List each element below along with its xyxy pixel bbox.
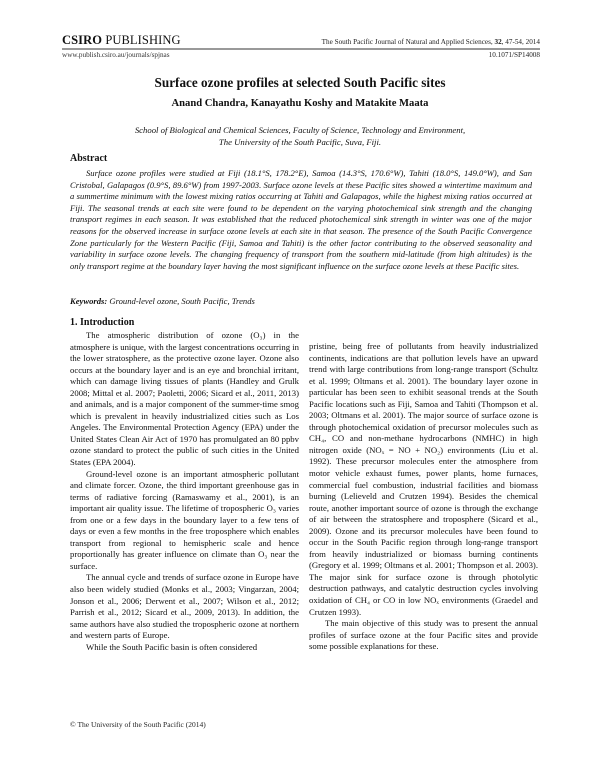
publisher-logo xyxy=(62,33,181,48)
paper-title: Surface ozone profiles at selected South Pacific sites xyxy=(154,75,446,90)
paragraph: The annual cycle and trends of surface ozone in Europe have also been widely studied (Monks et al., 2003; Vingarzan, 2004; Jonson et al., 2006; Derwent et al., 2007; Wilson et al., 2012; Parrish et al., 2012; Sicard et al., 2009, 2013). In addition, the same authors have also studied the tropospheric ozone at northern and western parts of Europe. xyxy=(70,572,299,641)
paragraph: pristine, being free of pollutants from heavily industrialized continents, indications are that pollution levels have an upward trend with large contributions from long-range transport (Schultz et al. 1999; Oltmans et al. 2001). The boundary layer ozone in particular has been seen to exhibit seasonal trends at the South Pacific locations such as Fiji, Samoa and Tahiti (Thompson et al. 2003; Oltmans et al. 2001). The major source of surface ozone is through photochemical oxidation of precursor molecules such as CH₄, CO and non-methane hydrocarbons (NMHC) in high nitrogen oxide (NOₓ = NO + NO₂) environments (Liu et al. 1992). These precursor molecules enter the atmosphere from motor vehicle exhaust fumes, power plants, home furnaces, commercial fuel combustion, industrial facilities and biomass burning (Lelieveld and Crutzen 1994). Besides the chemical route, another important source of ozone is through the exchange of air between the stratosphere and troposphere (Sicard et al., 2009). Ozone and its precursor molecules have been found to occur in the South Pacific region through long-range transport from heavily industrialized or biomass burning continents (Gregory et al. 1999; Oltmans et al. 2001; Thompson et al. 2003). The major sink for surface ozone is through photolytic destruction pathways, and catalytic destruction cycles involving oxidation of CH₄ or CO in low NOₓ environments (Graedel and Crutzen 1993). xyxy=(309,341,538,617)
abstract-heading: Abstract xyxy=(70,153,108,164)
affiliation-line-2: The University of the South Pacific, Suva, Fiji. xyxy=(218,137,382,147)
affiliation xyxy=(0,124,600,148)
paragraph: The atmospheric distribution of ozone (O₃) in the atmosphere is unique, with the largest concentrations occurring in the lower stratosphere, as the protective ozone layer. Ozone also occurs at the boundary layer and is an eye and bronchial irritant, which can damage living tissues of plants (Handley and Grulk 2008; Mittal et al. 2007; Paoletti, 2006; Sicard et al., 2011, 2013) and animals, and is a major component of the summer-time smog which is prevalent in heavily industrialized cities such as Los Angeles. The Environmental Protection Agency (EPA) under the United States Clean Air Act of 1970 has promulgated an 80 ppbv ozone standard to protect the public of such cities in the United States (EPA 2004). xyxy=(70,330,299,468)
affiliation-line-1: School of Biological and Chemical Sciences, Faculty of Science, Technology and Environment, xyxy=(134,125,466,135)
section-heading-introduction: 1. Introduction xyxy=(70,317,135,328)
journal-pages-year: , 47-54, 2014 xyxy=(501,38,540,46)
copyright-footer: © The University of the South Pacific (2014) xyxy=(70,720,206,729)
journal-volume: 32 xyxy=(494,38,502,46)
journal-name: The South Pacific Journal of Natural and Applied Sciences, xyxy=(321,38,495,46)
abstract-text: Surface ozone profiles were studied at Fiji (18.1°S, 178.2°E), Samoa (14.3°S, 170.6°W), Tahiti (18.0°S, 149.0°W), and San Cristobal, Galapagos (0.9°S, 89.6°W) from 1997-2003. Surface ozone levels at these Pacific sites showed a wintertime maximum and a summertime minimum with the lowest mixing ratios occurring at Tahiti and Galapagos, while the highest mixing ratios occurred at Fiji. The seasonal trends at each site were found to be dependent on the varying photochemical sink strength and the changing transport regimes in each season. It was established that the reduced photochemical sink strength in winter was one of the major reasons for the observed increase in surface ozone levels at each site in that season. The presence of the South Pacific Convergence Zone particularly for the Western Pacific (Fiji, Samoa and Tahiti) is the other factor contributing to the observed seasonality and variability in surface ozone levels. The changing frequency of transport from the southern mid-latitude (from high altitudes) is the only transport regime at the boundary layer having the most significant influence on the surface ozone levels at these Pacific sites. xyxy=(70,168,532,271)
body-column-left xyxy=(70,330,299,653)
journal-citation xyxy=(322,38,540,46)
body-column-right xyxy=(309,341,538,653)
paper-authors: Anand Chandra, Kanayathu Koshy and Matakite Maata xyxy=(171,98,429,109)
publisher-name-rest: PUBLISHING xyxy=(102,33,181,47)
paragraph: While the South Pacific basin is often considered xyxy=(86,641,258,652)
keywords-label: Keywords: xyxy=(70,296,108,306)
keywords xyxy=(70,296,255,306)
paragraph: The main objective of this study was to present the annual profiles of surface ozone at the four Pacific sites and provide some possible explanations for these. xyxy=(309,618,538,652)
doi[interactable]: 10.1071/SP14008 xyxy=(488,51,540,59)
journal-url[interactable]: www.publish.csiro.au/journals/spjnas xyxy=(62,51,170,59)
header-rule xyxy=(62,48,540,50)
publisher-name-bold: CSIRO xyxy=(62,33,103,47)
paragraph: Ground-level ozone is an important atmospheric pollutant and climate forcer. Ozone, the third important greenhouse gas in terms of radiative forcing (Ramaswamy et al., 2001), is an important air quality issue. The lifetime of tropospheric O₃ varies from one or a few days in the boundary layer to a few tens of days or even a few months in the free troposphere which enables transport from regional to hemispheric scale and hence proportionally has greater influence on climate than O₃ near the surface. xyxy=(70,468,299,571)
keywords-list: Ground-level ozone, South Pacific, Trends xyxy=(107,296,255,306)
